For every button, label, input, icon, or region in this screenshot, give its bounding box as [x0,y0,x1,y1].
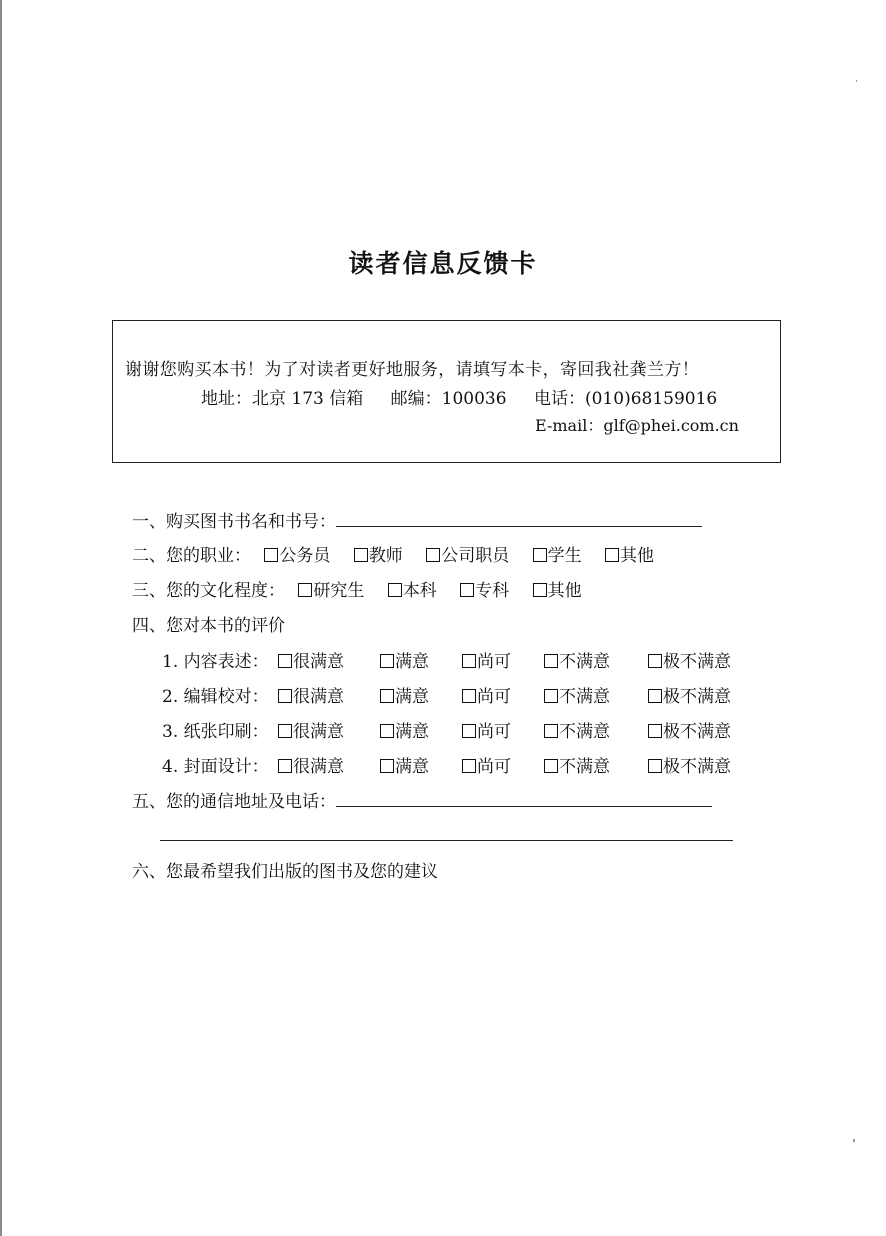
rating-acceptable[interactable]: 尚可 [462,647,544,672]
contact-field-line-2[interactable] [160,840,733,841]
checkbox[interactable] [544,759,558,773]
question-label: 三、您的文化程度： [132,581,285,601]
rating-very-unsatisfied[interactable]: 极不满意 [648,752,731,777]
checkbox[interactable] [426,548,440,562]
rating-very-unsatisfied[interactable]: 极不满意 [648,717,731,742]
checkbox[interactable] [354,548,368,562]
question-suggestions: 六、您最希望我们出版的图书及您的建议 [132,862,438,882]
rating-satisfied[interactable]: 满意 [380,717,462,742]
rating-unsatisfied[interactable]: 不满意 [544,717,648,742]
option-company-staff[interactable]: 公司职员 [426,541,509,566]
checkbox[interactable] [380,724,394,738]
checkbox[interactable] [648,654,662,668]
checkbox[interactable] [278,724,292,738]
checkbox[interactable] [460,583,474,597]
question-education [132,576,582,601]
checkbox[interactable] [648,724,662,738]
question-contact [132,787,712,812]
option-student[interactable]: 学生 [533,541,582,566]
rating-very-unsatisfied[interactable]: 极不满意 [648,682,731,707]
checkbox[interactable] [462,689,476,703]
phone-text: 电话：(010)68159016 [533,389,718,409]
contact-line [201,384,739,409]
rating-unsatisfied[interactable]: 不满意 [544,682,648,707]
rating-very-unsatisfied[interactable]: 极不满意 [648,647,731,672]
contact-field[interactable] [336,789,712,807]
rating-very-satisfied[interactable]: 很满意 [278,647,380,672]
question-label: 一、购买图书书名和书号： [132,512,336,532]
rating-satisfied[interactable]: 满意 [380,647,462,672]
checkbox[interactable] [388,583,402,597]
question-label: 二、您的职业： [132,546,251,566]
checkbox[interactable] [380,654,394,668]
rating-very-satisfied[interactable]: 很满意 [278,682,380,707]
checkbox[interactable] [533,583,547,597]
option-teacher[interactable]: 教师 [354,541,403,566]
rating-row-content [162,647,731,672]
rating-acceptable[interactable]: 尚可 [462,682,544,707]
checkbox[interactable] [544,689,558,703]
option-graduate[interactable]: 研究生 [298,576,364,601]
checkbox[interactable] [264,548,278,562]
checkbox[interactable] [380,689,394,703]
rating-item-label: 3. 纸张印刷： [162,722,269,742]
option-civil-servant[interactable]: 公务员 [264,541,330,566]
checkbox[interactable] [380,759,394,773]
rating-acceptable[interactable]: 尚可 [462,752,544,777]
info-box [112,320,781,463]
email-text: E-mail：glf@phei.com.cn [535,416,739,435]
option-other[interactable]: 其他 [605,541,654,566]
rating-item-label: 2. 编辑校对： [162,687,269,707]
question-occupation [132,541,654,566]
checkbox[interactable] [648,759,662,773]
rating-row-paper [162,717,731,742]
rating-row-editing [162,682,731,707]
rating-item-label: 1. 内容表述： [162,652,269,672]
postcode-text: 邮编：100036 [390,389,507,409]
rating-acceptable[interactable]: 尚可 [462,717,544,742]
scan-speck [856,80,857,82]
rating-very-satisfied[interactable]: 很满意 [278,717,380,742]
rating-row-cover [162,752,731,777]
question-label: 五、您的通信地址及电话： [132,792,336,812]
book-title-field[interactable] [336,509,702,527]
checkbox[interactable] [462,724,476,738]
address-text: 地址：北京 173 信箱 [201,389,364,409]
checkbox[interactable] [533,548,547,562]
checkbox[interactable] [648,689,662,703]
rating-unsatisfied[interactable]: 不满意 [544,752,648,777]
thanks-line: 谢谢您购买本书！为了对读者更好地服务，请填写本卡，寄回我社龚兰方！ [125,360,700,380]
question-evaluation: 四、您对本书的评价 [132,616,285,636]
option-bachelor[interactable]: 本科 [388,576,437,601]
checkbox[interactable] [278,654,292,668]
checkbox[interactable] [544,724,558,738]
question-book-title [132,507,702,532]
checkbox[interactable] [462,654,476,668]
rating-satisfied[interactable]: 满意 [380,752,462,777]
rating-satisfied[interactable]: 满意 [380,682,462,707]
checkbox[interactable] [278,689,292,703]
card-title: 读者信息反馈卡 [348,249,538,278]
option-other[interactable]: 其他 [533,576,582,601]
checkbox[interactable] [544,654,558,668]
rating-unsatisfied[interactable]: 不满意 [544,647,648,672]
scan-left-edge [0,0,2,1236]
checkbox[interactable] [605,548,619,562]
checkbox[interactable] [462,759,476,773]
option-associate[interactable]: 专科 [460,576,509,601]
rating-item-label: 4. 封面设计： [162,757,269,777]
scan-speck [853,1139,855,1142]
checkbox[interactable] [278,759,292,773]
rating-very-satisfied[interactable]: 很满意 [278,752,380,777]
checkbox[interactable] [298,583,312,597]
